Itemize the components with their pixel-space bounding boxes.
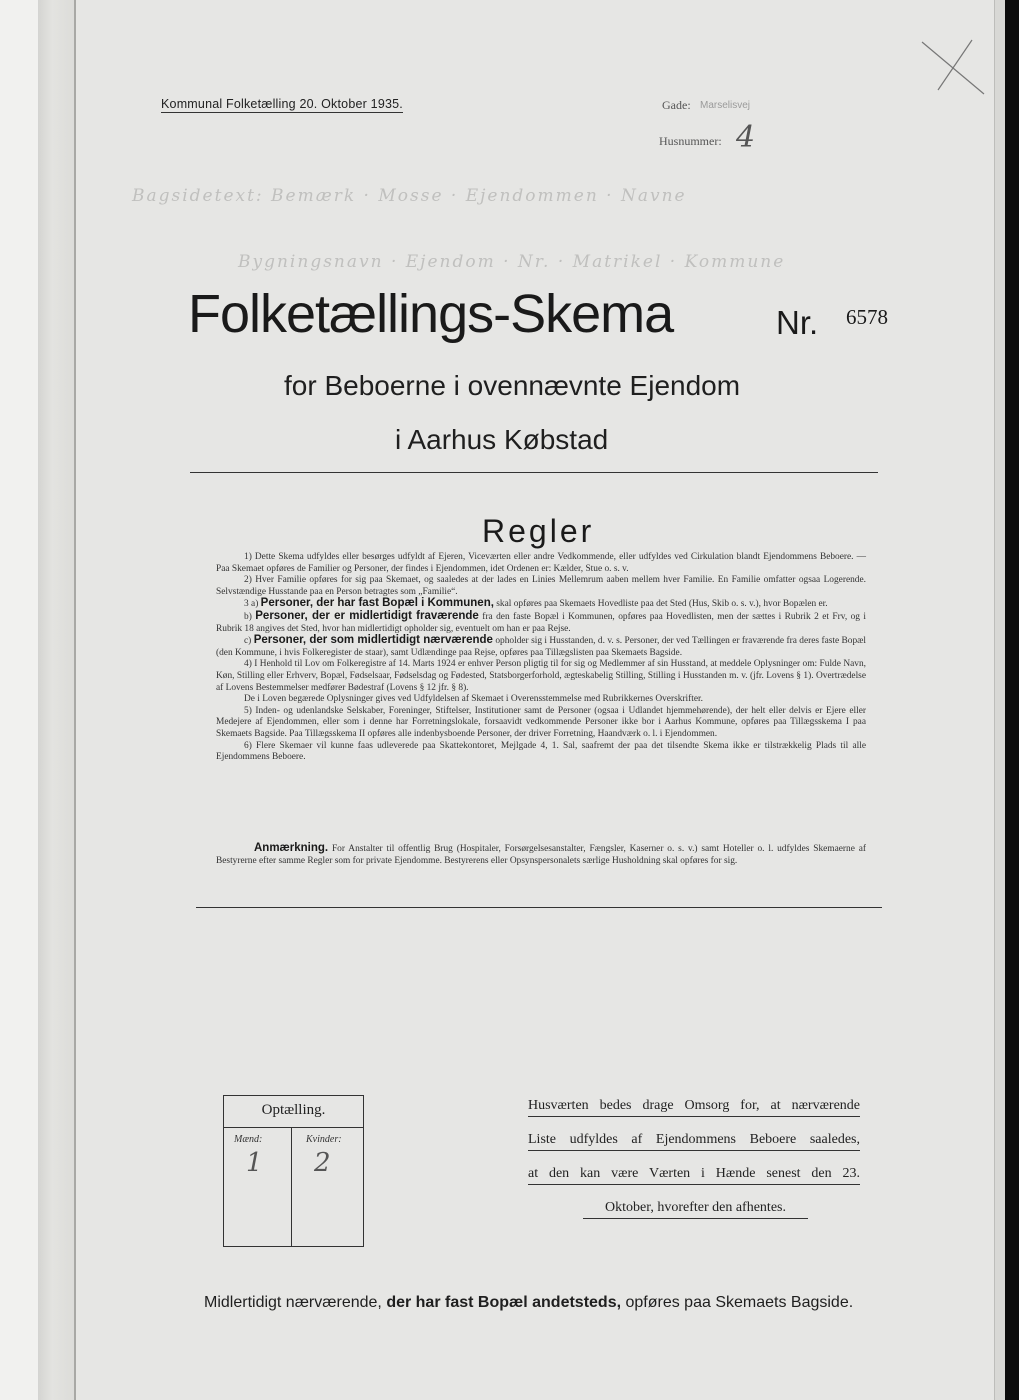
annotation-note xyxy=(216,843,866,867)
rule-4b: De i Loven begærede Oplysninger gives ved Udfyldelsen af Skemaet i Overensstemmelse med Rubrikkernes Overskrifter. xyxy=(244,694,703,705)
subtitle-town: i Aarhus Købstad xyxy=(395,424,609,455)
rule-3b: b) Personer, der er midlertidigt fraværende fra den faste Bopæl i Kommunen, opføres paa Hovedlisten, men der sættes i Rubrik 2 et Frv, og i Rubrik 18 angives det Sted, hvor han midlertidigt opholder sig, eventuelt om han er paa Rejse. xyxy=(216,609,867,634)
show-through-text: Bygningsnavn · Ejendom · Nr. · Matrikel · Kommune xyxy=(238,252,786,272)
right-page-edge xyxy=(994,0,1005,1400)
binding-spine xyxy=(38,0,76,1400)
divider xyxy=(196,907,882,908)
landlord-note xyxy=(528,1096,860,1232)
show-through-text: Bagsidetext: Bemærk · Mosse · Ejendommen · Navne xyxy=(132,186,687,206)
note-label: Anmærkning. xyxy=(254,842,329,854)
note-text: For Anstalter til offentlig Brug (Hospitaler, Forsørgelsesanstalter, Fængsler, Kaserner o. s. v.) samt Hoteller o. l. udfyldes Skemaerne af Bestyrerne efter samme Regler som for private Ejendomme. Bestyrerens eller Opsynspersonalets særlige Husholdning skal opføres for sig. xyxy=(216,844,867,866)
gade-label: Gade: xyxy=(662,98,691,112)
rules-text xyxy=(216,552,866,764)
count-box xyxy=(223,1095,364,1247)
count-box-rule xyxy=(224,1127,363,1128)
landlord-note-line: Husværten bedes drage Omsorg for, at nærværende xyxy=(528,1096,860,1117)
rules-heading: Regler xyxy=(482,513,595,549)
left-margin-strip xyxy=(0,0,39,1400)
landlord-note-line: Liste udfyldes af Ejendommens Beboere saaledes, xyxy=(528,1130,860,1151)
husnummer-value: 4 xyxy=(736,120,756,155)
nr-label: Nr. xyxy=(776,304,819,341)
men-count: 1 xyxy=(246,1148,263,1178)
gade-value: Marselisvej xyxy=(700,100,751,111)
rule-3a: 3 a) Personer, der har fast Bopæl i Kommunen, skal opføres paa Skemaets Hovedliste paa det Sted (Hus, Skib o. s. v.), hvor Bopælen er. xyxy=(244,597,828,610)
footer-instruction: Midlertidigt nærværende, der har fast Bopæl andetsteds, opføres paa Skemaets Bagside. xyxy=(204,1294,854,1311)
women-count: 2 xyxy=(314,1148,331,1178)
subtitle-residents: for Beboerne i ovennævnte Ejendom xyxy=(284,370,741,401)
rule-3c: c) Personer, der som midlertidigt nærværende opholder sig i Husstanden, d. v. s. Personer, der ved Tællingen er fraværende fra deres faste Bopæl (den Kommune, i hvis Folkeregister de staar), samt Udlændinge paa Rejse, opføres paa Tillægslisten paa Skemaets Bagside. xyxy=(216,634,867,658)
women-label: Kvinder: xyxy=(306,1134,342,1145)
rule-6: 6) Flere Skemaer vil kunne faas udleverede paa Skattekontoret, Mejlgade 4, 1. Sal, saafremt der paa det tilsendte Skema ikke er tilstrækkelig Plads til alle Ejendommens Beboere. xyxy=(216,740,866,763)
husnummer-label: Husnummer: xyxy=(659,134,722,148)
count-title: Optælling. xyxy=(261,1102,326,1118)
census-title: Kommunal Folketælling 20. Oktober 1935. xyxy=(161,97,403,111)
schema-number: 6578 xyxy=(846,305,888,329)
count-box-divider xyxy=(291,1127,292,1246)
men-label: Mænd: xyxy=(234,1134,263,1145)
rule-5: 5) Inden- og udenlandske Selskaber, Foreninger, Stiftelser, Institutioner samt de Personer (ogsaa i Udlandet hjemmehørende), der helt eller delvis er Ejere eller Medejere af Ejendommen, eller som i denne har Forretningslokale, forsaavidt vedkommende Personer ikke bor i Aarhus Kommune, opføres paa Tillægsskema I paa Skemaets Bagside. Paa Tillægsskema II opføres alle indenbysboende Personer, der driver Forretning, Haandværk o. l. i Ejendommen. xyxy=(216,705,866,739)
rule-4: 4) I Henhold til Lov om Folkeregistre af 14. Marts 1924 er enhver Person pligtig til for sig og Medlemmer af sin Husstand, at meddele Oplysninger om: Fulde Navn, Køn, Stilling eller Erhverv, Bopæl, Fødselsaar, Fødselsdag og Fødested, Statsborgerforhold, ægteskabelig Stilling, Stilling i Husstanden m. v. (jfr. Lovens § 1). Overtrædelse af Lovens Bestemmelser medfører Bødestraf (Lovens § 12 jfr. § 8). xyxy=(216,659,866,693)
divider xyxy=(190,472,878,473)
rule-2: 2) Hver Familie opføres for sig paa Skemaet, og saaledes at der lades en Linies Mellemrum aaben mellem hver Familie. En Familie omfatter ogsaa Logerende. Selvstændige Husstande paa en Person betragtes som „Familie“. xyxy=(216,575,866,597)
rule-1: 1) Dette Skema udfyldes eller besørges udfyldt af Ejeren, Viceværten eller andre Vedkommende, eller udfyldes ved Cirkulation blandt Ejendommens Beboere. — Paa Skemaet opføres de Familier og Personer, der findes i Ejendommen, idet Ordenen er: Kælder, Stue o. s. v. xyxy=(216,552,866,574)
landlord-note-line: at den kan være Værten i Hænde senest den 23. xyxy=(528,1164,860,1185)
landlord-note-line: Oktober, hvorefter den afhentes. xyxy=(583,1198,808,1219)
main-title: Folketællings-Skema xyxy=(188,284,674,344)
pencil-cross-mark xyxy=(918,38,988,98)
